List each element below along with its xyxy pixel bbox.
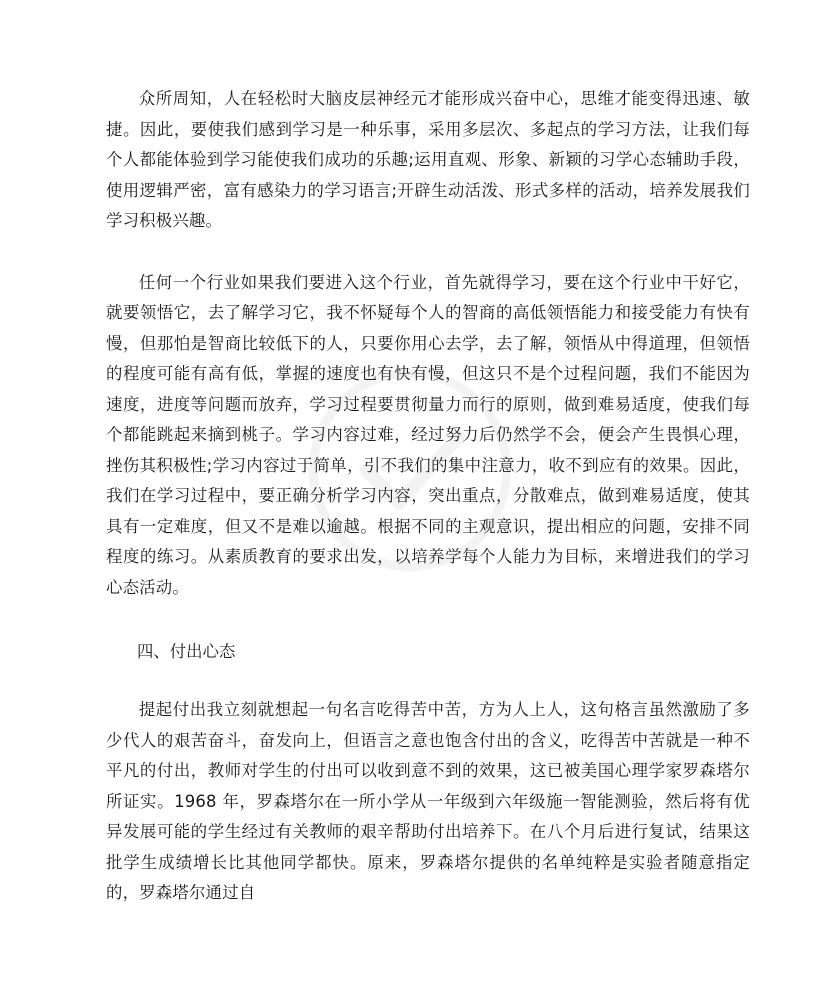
paragraph-3: 提起付出我立刻就想起一句名言吃得苦中苦，方为人上人，这句格言虽然激励了多少代人的艰苦奋斗，奋发向上，但语言之意也饱含付出的含义，吃得苦中苦就是一种不平凡的付出，教师对学生的付出可以收到意不到的效果，这已被美国心理学家罗森塔尔所证实。1968 年，罗森塔尔在一所小学从一年级到六年级施一智能测验，然后将有优异发展可能的学生经过有关教师的艰辛帮助付出培养下。在八个月后进行复试，结果这批学生成绩增长比其他同学都快。原来，罗森塔尔提供的名单纯粹是实验者随意指定的，罗森塔尔通过自 (106, 700, 750, 902)
paragraph-1: 众所周知，人在轻松时大脑皮层神经元才能形成兴奋中心，思维才能变得迅速、敏捷。因此，要使我们感到学习是一种乐事，采用多层次、多起点的学习方法，让我们每个人都能体验到学习能使我们成功的乐趣;运用直观、形象、新颖的习学心态辅助手段，使用逻辑严密，富有感染力的学习语言;开辟生动活泼、形式多样的活动，培养发展我们学习积极兴趣。 (106, 89, 750, 230)
section-heading: 四、付出心态 (137, 642, 236, 661)
paragraph-2: 任何一个行业如果我们要进入这个行业，首先就得学习，要在这个行业中干好它，就要领悟它，去了解学习它，我不怀疑每个人的智商的高低领悟能力和接受能力有快有慢，但那怕是智商比较低下的人，只要你用心去学，去了解，领悟从中得道理，但领悟的程度可能有高有低，掌握的速度也有快有慢，但这只不是个过程问题，我们不能因为速度，进度等问题而放弃，学习过程要贯彻量力而行的原则，做到难易适度，使我们每个都能跳起来摘到桃子。学习内容过难，经过努力后仍然学不会，便会产生畏惧心理，挫伤其积极性;学习内容过于简单，引不我们的集中注意力，收不到应有的效果。因此，我们在学习过程中，要正确分析学习内容，突出重点，分散难点，做到难易适度，使其具有一定难度，但又不是难以逾越。根据不同的主观意识，提出相应的问题，安排不同程度的练习。从素质教育的要求出发，以培养学每个人能力为目标，来增进我们的学习心态活动。 (106, 272, 750, 597)
